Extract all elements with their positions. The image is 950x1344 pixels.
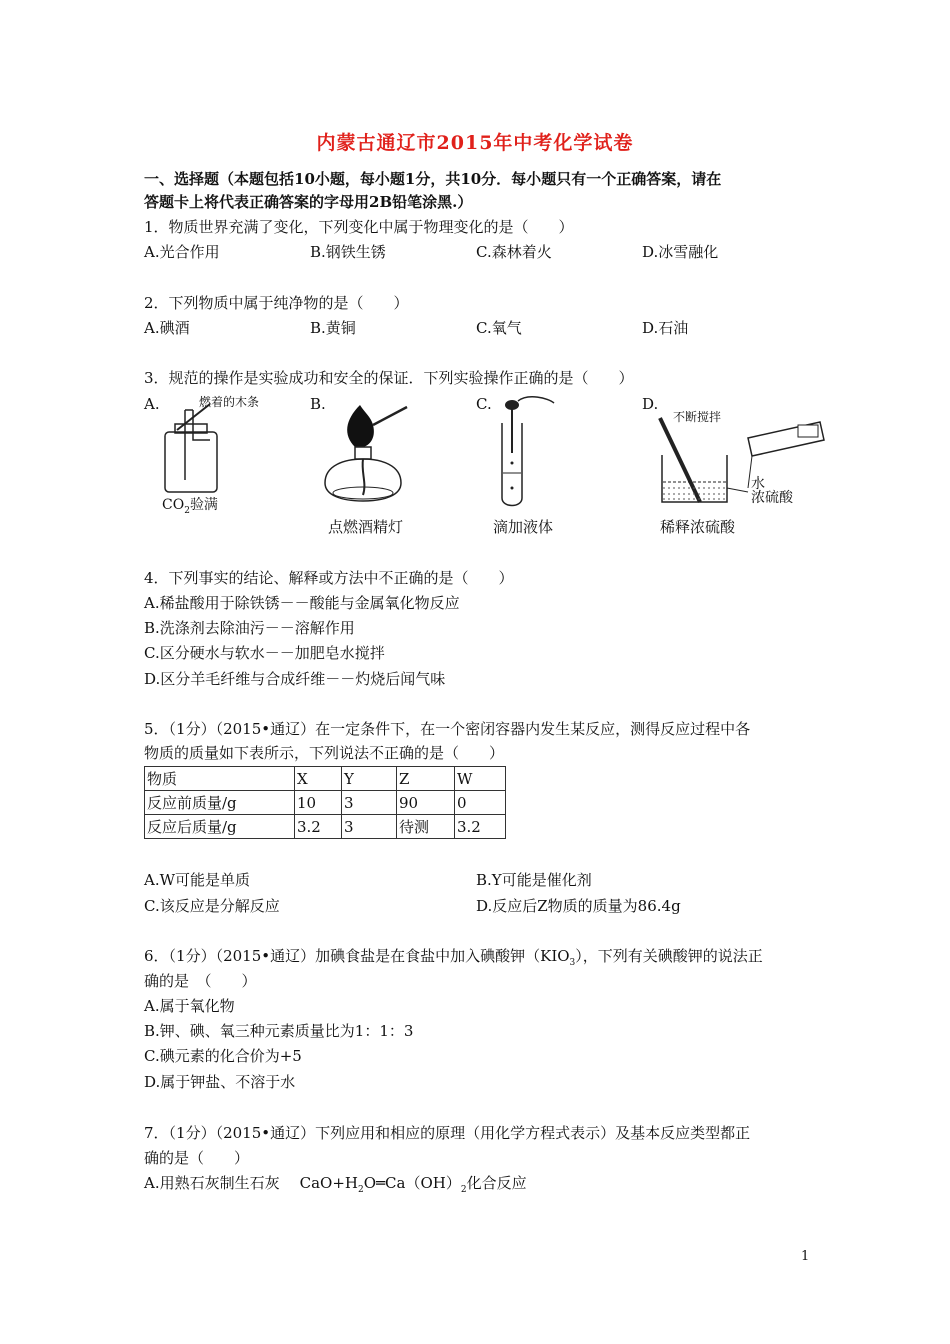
q6-option-b: B.钾、碘、氧三种元素质量比为1：1：3 <box>144 1022 414 1040</box>
q3-letter-a: A. <box>144 395 160 413</box>
alcohol-lamp-figure <box>315 395 415 510</box>
q2-option-c: C.氧气 <box>476 319 522 337</box>
fig-a-caption-main: CO <box>162 497 185 513</box>
q7-equation-part1: CaO+H <box>299 1174 358 1192</box>
q5-stem-line2: 物质的质量如下表所示，下列说法不正确的是（ ） <box>144 744 505 762</box>
q2-option-a: A.碘酒 <box>144 319 190 337</box>
table-cell: X <box>295 767 342 791</box>
q6-option-d: D.属于钾盐、不溶于水 <box>144 1073 296 1091</box>
q3-stem: 3．规范的操作是实验成功和安全的保证．下列实验操作正确的是（ ） <box>144 369 634 387</box>
fig-d-label-acid: 浓硫酸 <box>751 490 793 506</box>
table-cell: W <box>455 767 506 791</box>
q5-data-table <box>144 766 506 839</box>
table-row <box>145 815 506 839</box>
table-cell: 10 <box>295 791 342 815</box>
table-cell: Y <box>342 767 397 791</box>
gas-bottle-figure <box>155 400 245 495</box>
table-cell: 90 <box>397 791 455 815</box>
table-cell: 反应前质量/g <box>145 791 295 815</box>
table-cell: 待测 <box>397 815 455 839</box>
table-row <box>145 791 506 815</box>
table-header-row <box>145 767 506 791</box>
table-cell: 3.2 <box>455 815 506 839</box>
q7-stem-line1: 7．（1分）（2015•通辽）下列应用和相应的原理（用化学方程式表示）及基本反应类型都正 <box>144 1124 751 1142</box>
q4-option-a: A.稀盐酸用于除铁锈－－酸能与金属氧化物反应 <box>144 594 460 612</box>
table-cell: 3 <box>342 815 397 839</box>
q5-stem-line1: 5．（1分）（2015•通辽）在一定条件下，在一个密闭容器内发生某反应，测得反应过程中各 <box>144 720 751 738</box>
q1-stem: 1．物质世界充满了变化，下列变化中属于物理变化的是（ ） <box>144 218 574 236</box>
q6-stem-sub: 3 <box>569 958 576 968</box>
q2-stem: 2．下列物质中属于纯净物的是（ ） <box>144 294 409 312</box>
fig-a-caption <box>162 494 218 516</box>
q6-stem-part-b: ），下列有关碘酸钾的说法正 <box>575 947 763 965</box>
table-cell: 物质 <box>145 767 295 791</box>
table-cell: 3.2 <box>295 815 342 839</box>
q5-option-a: A.W可能是单质 <box>144 871 251 889</box>
q7-reaction-type: 化合反应 <box>466 1174 527 1192</box>
table-cell: Z <box>397 767 455 791</box>
q4-option-b: B.洗涤剂去除油污－－溶解作用 <box>144 619 355 637</box>
q7-equation-part2: O═Ca（OH） <box>363 1174 461 1192</box>
q7-equation-sub: 2 <box>357 1185 364 1195</box>
q5-option-c: C.该反应是分解反应 <box>144 897 280 915</box>
q4-stem: 4．下列事实的结论、解释或方法中不正确的是（ ） <box>144 569 514 587</box>
table-cell: 3 <box>342 791 397 815</box>
section-heading-line1: 一、选择题（本题包括10小题，每小题1分，共10分．每小题只有一个正确答案，请在 <box>144 170 722 188</box>
q7-option-a-text: A.用熟石灰制生石灰 <box>144 1174 280 1192</box>
table-cell: 反应后质量/g <box>145 815 295 839</box>
page-title: 内蒙古通辽市2015年中考化学试卷 <box>316 132 634 154</box>
q3-letter-d: D. <box>642 395 659 413</box>
beaker-dilution-figure <box>652 410 832 510</box>
q6-stem-line2: 确的是 （ ） <box>144 972 257 990</box>
q6-option-c: C.碘元素的化合价为+5 <box>144 1047 302 1065</box>
q1-option-d: D.冰雪融化 <box>642 243 719 261</box>
q2-option-b: B.黄铜 <box>310 319 356 337</box>
q7-stem-line2: 确的是（ ） <box>144 1149 250 1167</box>
q3-letter-c: C. <box>476 395 492 413</box>
q1-option-b: B.钢铁生锈 <box>310 243 386 261</box>
q3-letter-b: B. <box>310 395 326 413</box>
page-number: 1 <box>801 1249 810 1264</box>
section-heading-line2: 答题卡上将代表正确答案的字母用2B铅笔涂黑.） <box>144 193 473 211</box>
fig-a-caption-sub: 2 <box>184 505 190 516</box>
test-tube-dropper-figure <box>488 393 558 513</box>
q4-option-c: C.区分硬水与软水－－加肥皂水搅拌 <box>144 644 385 662</box>
q1-option-a: A.光合作用 <box>144 243 220 261</box>
q2-option-d: D.石油 <box>642 319 689 337</box>
q5-option-b: B.Y可能是催化剂 <box>476 871 592 889</box>
q5-option-d: D.反应后Z物质的质量为86.4g <box>476 897 681 915</box>
fig-d-label-top: 不断搅拌 <box>673 410 722 424</box>
table-cell: 0 <box>455 791 506 815</box>
fig-d-caption: 稀释浓硫酸 <box>660 518 736 536</box>
q7-option-a <box>144 1172 527 1201</box>
fig-b-caption: 点燃酒精灯 <box>328 518 404 536</box>
fig-d-label-water: 水 <box>751 476 765 492</box>
q7-equation-sub2: 2 <box>460 1185 467 1195</box>
q6-option-a: A.属于氧化物 <box>144 997 235 1015</box>
q6-stem-part-a: 6．（1分）（2015•通辽）加碘食盐是在食盐中加入碘酸钾（KIO <box>144 947 570 965</box>
q4-option-d: D.区分羊毛纤维与合成纤维－－灼烧后闻气味 <box>144 670 446 688</box>
fig-a-caption-tail: 验满 <box>189 497 218 513</box>
fig-a-label: 燃着的木条 <box>199 395 260 409</box>
fig-c-caption: 滴加液体 <box>493 518 554 536</box>
q1-option-c: C.森林着火 <box>476 243 552 261</box>
